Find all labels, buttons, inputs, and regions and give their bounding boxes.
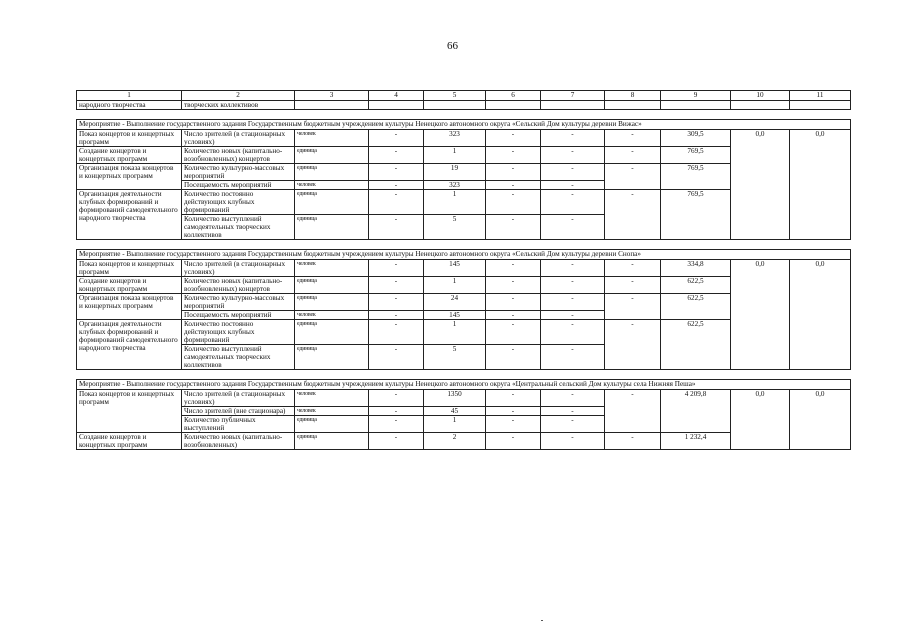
value-col-6: - <box>486 260 541 277</box>
value-col-5: 2 <box>424 433 486 450</box>
value-col-7: - <box>541 311 605 320</box>
page-number: 66 <box>447 40 458 52</box>
value-col-4: - <box>369 277 424 294</box>
unit-of-measure: единица <box>295 215 369 240</box>
value-col-6: - <box>486 320 541 345</box>
value-col-4: - <box>369 190 424 215</box>
value-col-7: - <box>541 294 605 311</box>
value-col-4: - <box>369 345 424 370</box>
column-number: 11 <box>790 91 851 101</box>
activity-name: Создание концертов и концертных программ <box>77 433 182 450</box>
value-col-6: - <box>486 130 541 147</box>
indicator-name: Количество культурно-массовых мероприятий <box>182 294 295 311</box>
value-col-7: - <box>541 190 605 215</box>
indicator-name: творческих коллективов <box>182 101 295 110</box>
funding-col-9: 622,5 <box>661 277 731 294</box>
funding-col-11: 0,0 <box>790 130 851 240</box>
value-col-7: - <box>541 407 605 416</box>
value-col-5: 1 <box>424 147 486 164</box>
value-col-8: - <box>605 433 661 450</box>
funding-col-9: 769,5 <box>661 147 731 164</box>
section-title: Мероприятие - Выполнение государственного задания Государственным бюджетным учреждением культуры Ненецкого автономного округа «Сельский Дом культуры деревни Снопа» <box>77 250 851 260</box>
column-number: 4 <box>369 91 424 101</box>
funding-col-10: 0,0 <box>731 260 790 370</box>
value-col-8: - <box>605 130 661 147</box>
funding-col-10: 0,0 <box>731 130 790 240</box>
activity-name: народного творчества <box>77 101 182 110</box>
value-col-8: - <box>605 294 661 320</box>
indicator-name: Число зрителей (в стационарных условиях) <box>182 130 295 147</box>
section-title-row <box>77 120 851 130</box>
indicator-name: Количество постоянно действующих клубных формирований <box>182 190 295 215</box>
value-col-8: - <box>605 190 661 240</box>
funding-col-9: 622,5 <box>661 294 731 320</box>
unit-of-measure: человек <box>295 181 369 190</box>
value-col-5: 1 <box>424 190 486 215</box>
unit-of-measure: единица <box>295 147 369 164</box>
unit-of-measure: единица <box>295 164 369 181</box>
value-col-6: - <box>486 311 541 320</box>
column-number: 1 <box>77 91 182 101</box>
value-col-8: - <box>605 277 661 294</box>
value-col-6: - <box>486 433 541 450</box>
table-row <box>77 390 851 407</box>
table-row <box>77 260 851 277</box>
indicator-name: Посещаемость мероприятий <box>182 181 295 190</box>
value-col-4: - <box>369 147 424 164</box>
indicator-name: Количество постоянно действующих клубных формирований <box>182 320 295 345</box>
indicator-name: Число зрителей (в стационарных условиях) <box>182 390 295 407</box>
column-number: 10 <box>731 91 790 101</box>
value-col-8: - <box>605 320 661 370</box>
value-col-7: - <box>541 147 605 164</box>
value-col-5: 145 <box>424 311 486 320</box>
activity-name: Показ концертов и концертных программ <box>77 130 182 147</box>
unit-of-measure: человек <box>295 311 369 320</box>
indicator-name: Количество публичных выступлений <box>182 416 295 433</box>
value-col-7: - <box>541 130 605 147</box>
value-col-6: - <box>486 164 541 181</box>
value-col-8: - <box>605 164 661 190</box>
value-col-7: - <box>541 320 605 345</box>
value-col-4: - <box>369 130 424 147</box>
unit-of-measure: единица <box>295 345 369 370</box>
value-col-6: - <box>486 190 541 215</box>
value-col-5: 1 <box>424 277 486 294</box>
unit-of-measure: единица <box>295 190 369 215</box>
column-number: 5 <box>424 91 486 101</box>
column-number: 8 <box>605 91 661 101</box>
section-title: Мероприятие - Выполнение государственного задания Государственным бюджетным учреждением культуры Ненецкого автономного округа «Центральный сельский Дом культуры села Нижняя Пеша» <box>77 380 851 390</box>
section-title-row <box>77 380 851 390</box>
value-col-8: - <box>605 147 661 164</box>
value-col-4: - <box>369 407 424 416</box>
value-col-7: - <box>541 433 605 450</box>
value-col-6: - <box>486 390 541 407</box>
indicator-name: Количество новых (капитально-возобновленных) <box>182 433 295 450</box>
section-spacer <box>77 110 851 120</box>
value-col-6: - <box>486 345 541 370</box>
value-col-5: 1 <box>424 320 486 345</box>
carry-over-row <box>77 101 851 110</box>
value-col-5: 5 <box>424 215 486 240</box>
value-col-5: 1 <box>424 416 486 433</box>
unit-of-measure: человек <box>295 260 369 277</box>
funding-col-9: 1 232,4 <box>661 433 731 450</box>
indicator-name: Количество новых (капитально-возобновленных) концертов <box>182 277 295 294</box>
unit-of-measure: единица <box>295 294 369 311</box>
value-col-8: - <box>605 260 661 277</box>
funding-col-10: 0,0 <box>731 390 790 450</box>
scan-speck <box>541 620 543 621</box>
indicator-name: Количество культурно-массовых мероприятий <box>182 164 295 181</box>
value-col-6: - <box>486 215 541 240</box>
value-col-5: 145 <box>424 260 486 277</box>
funding-col-9: 4 209,8 <box>661 390 731 433</box>
column-number: 9 <box>661 91 731 101</box>
value-col-4: - <box>369 390 424 407</box>
funding-col-9: 309,5 <box>661 130 731 147</box>
value-col-5: 19 <box>424 164 486 181</box>
funding-col-9: 769,5 <box>661 164 731 190</box>
value-col-4: - <box>369 294 424 311</box>
value-col-7: - <box>541 277 605 294</box>
activity-name: Организация показа концертов и концертных программ <box>77 164 182 190</box>
unit-of-measure: человек <box>295 390 369 407</box>
value-col-5: 45 <box>424 407 486 416</box>
value-col-4: - <box>369 260 424 277</box>
value-col-4: - <box>369 181 424 190</box>
value-col-6: - <box>486 416 541 433</box>
value-col-7: - <box>541 215 605 240</box>
section-spacer <box>77 370 851 380</box>
indicator-name: Посещаемость мероприятий <box>182 311 295 320</box>
table-row <box>77 130 851 147</box>
column-number: 7 <box>541 91 605 101</box>
indicator-name: Количество выступлений самодеятельных творческих коллективов <box>182 215 295 240</box>
unit-of-measure: человек <box>295 130 369 147</box>
section-spacer <box>77 240 851 250</box>
column-number: 3 <box>295 91 369 101</box>
funding-col-9: 334,8 <box>661 260 731 277</box>
value-col-8: - <box>605 390 661 433</box>
activity-name: Организация показа концертов и концертных программ <box>77 294 182 320</box>
value-col-4: - <box>369 416 424 433</box>
value-col-7: - <box>541 260 605 277</box>
value-col-6: - <box>486 147 541 164</box>
activity-name: Создание концертов и концертных программ <box>77 277 182 294</box>
column-number-row <box>77 91 851 101</box>
value-col-6: - <box>486 277 541 294</box>
section-title: Мероприятие - Выполнение государственного задания Государственным бюджетным учреждением культуры Ненецкого автономного округа «Сельский Дом культуры деревни Вижас» <box>77 120 851 130</box>
value-col-7: - <box>541 181 605 190</box>
unit-of-measure: единица <box>295 320 369 345</box>
value-col-4: - <box>369 164 424 181</box>
unit-of-measure: человек <box>295 407 369 416</box>
indicator-name: Количество выступлений самодеятельных творческих коллективов <box>182 345 295 370</box>
column-number: 6 <box>486 91 541 101</box>
value-col-7: - <box>541 416 605 433</box>
value-col-4: - <box>369 311 424 320</box>
value-col-5: 5 <box>424 345 486 370</box>
indicator-name: Число зрителей (вне стационара) <box>182 407 295 416</box>
activities-table <box>76 90 851 450</box>
value-col-6: - <box>486 407 541 416</box>
funding-col-9: 769,5 <box>661 190 731 240</box>
value-col-4: - <box>369 320 424 345</box>
unit-of-measure: единица <box>295 433 369 450</box>
activity-name: Организация деятельности клубных формирований и формирований самодеятельного народного творчества <box>77 320 182 370</box>
section-title-row <box>77 250 851 260</box>
value-col-7: - <box>541 164 605 181</box>
value-col-6: - <box>486 181 541 190</box>
value-col-5: 24 <box>424 294 486 311</box>
value-col-4: - <box>369 215 424 240</box>
funding-col-9: 622,5 <box>661 320 731 370</box>
activity-name: Показ концертов и концертных программ <box>77 260 182 277</box>
unit-of-measure: единица <box>295 277 369 294</box>
value-col-5: 1350 <box>424 390 486 407</box>
value-col-6: - <box>486 294 541 311</box>
funding-col-11: 0,0 <box>790 390 851 450</box>
activity-name: Создание концертов и концертных программ <box>77 147 182 164</box>
value-col-5: 323 <box>424 181 486 190</box>
column-number: 2 <box>182 91 295 101</box>
funding-col-11: 0,0 <box>790 260 851 370</box>
value-col-5: 323 <box>424 130 486 147</box>
value-col-4: - <box>369 433 424 450</box>
indicator-name: Количество новых (капитально-возобновленных) концертов <box>182 147 295 164</box>
value-col-7: - <box>541 345 605 370</box>
activity-name: Показ концертов и концертных программ <box>77 390 182 433</box>
indicator-name: Число зрителей (в стационарных условиях) <box>182 260 295 277</box>
unit-of-measure: единица <box>295 416 369 433</box>
activity-name: Организация деятельности клубных формирований и формирований самодеятельного народного творчества <box>77 190 182 240</box>
value-col-7: - <box>541 390 605 407</box>
